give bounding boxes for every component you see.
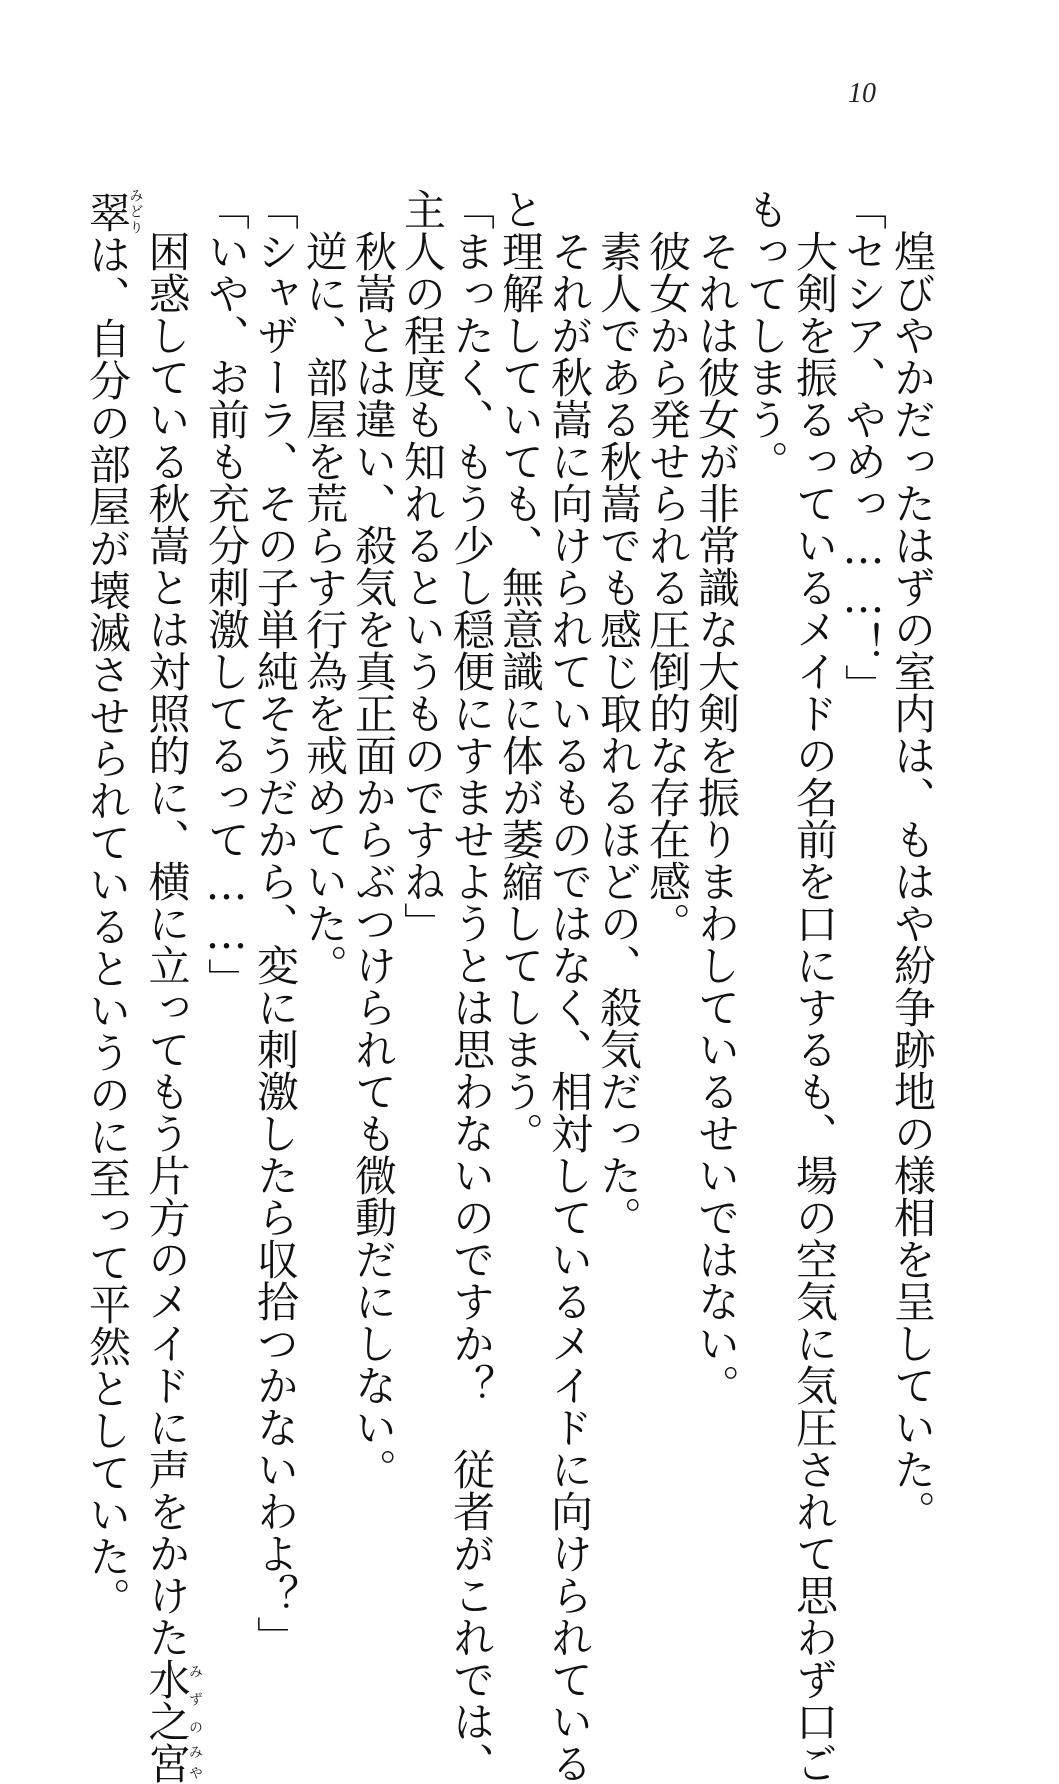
paragraph: それは彼女が非常識な大剣を振りまわしているせいではない。 bbox=[692, 230, 741, 1406]
dialogue-line: 「いや、お前も充分刺激してるって……」 bbox=[202, 188, 251, 1000]
paragraph: それが秋嵩に向けられているものではなく、相対しているメイドに向けられている bbox=[545, 230, 594, 1784]
body-text bbox=[83, 188, 937, 1784]
paragraph: 彼女から発せられる圧倒的な存在感。 bbox=[643, 230, 692, 944]
ruby-base: 水之 bbox=[142, 1658, 192, 1742]
paragraph-text: 困惑している秋嵩とは対照的に、横に立ってもう片方のメイドに声をかけた bbox=[142, 230, 192, 1658]
ruby-reading: みどり bbox=[127, 188, 144, 236]
paragraph-continuation: もってしまう。 bbox=[741, 188, 790, 482]
paragraph-text: は、自分の部屋が壊滅させられているというのに至って平然としていた。 bbox=[83, 233, 132, 1619]
furigana-word bbox=[142, 1658, 203, 1742]
ruby-base: 宮 bbox=[142, 1742, 192, 1784]
dialogue-line: 「シャザーラ、その子単純そうだから、変に刺激したら収拾つかないわよ？」 bbox=[251, 188, 300, 1658]
paragraph: 煌びやかだったはずの室内は、もはや紛争跡地の様相を呈していた。 bbox=[888, 230, 937, 1532]
ruby-base: 翠 bbox=[83, 188, 132, 236]
furigana-word bbox=[83, 188, 144, 236]
paragraph: 大剣を振るっているメイドの名前を口にするも、場の空気に気圧されて思わず口ご bbox=[790, 230, 839, 1784]
furigana-word bbox=[142, 1742, 203, 1784]
paragraph-continuation: と理解していても、無意識に体が萎縮してしまう。 bbox=[496, 188, 545, 1154]
paragraph: 秋嵩とは違い、殺気を真正面からぶつけられても微動だにしない。 bbox=[349, 230, 398, 1490]
paragraph bbox=[142, 188, 203, 1784]
dialogue-line: 「セシア、やめっ……！」 bbox=[839, 188, 888, 706]
paragraph-continuation: 主人の程度も知れるというものですね」 bbox=[398, 188, 447, 944]
paragraph: 素人である秋嵩でも感じ取れるほどの、殺気だった。 bbox=[594, 230, 643, 1238]
ruby-reading: みや bbox=[187, 1742, 203, 1784]
paragraph: 逆に、部屋を荒らす行為を戒めていた。 bbox=[300, 230, 349, 986]
page-number: 10 bbox=[848, 78, 876, 109]
ruby-reading: みずの bbox=[187, 1658, 203, 1742]
dialogue-line: 「まったく、もう少し穏便にすませようとは思わないのですか？ 従者がこれでは、 bbox=[447, 188, 496, 1784]
paragraph-continuation bbox=[83, 188, 144, 1619]
